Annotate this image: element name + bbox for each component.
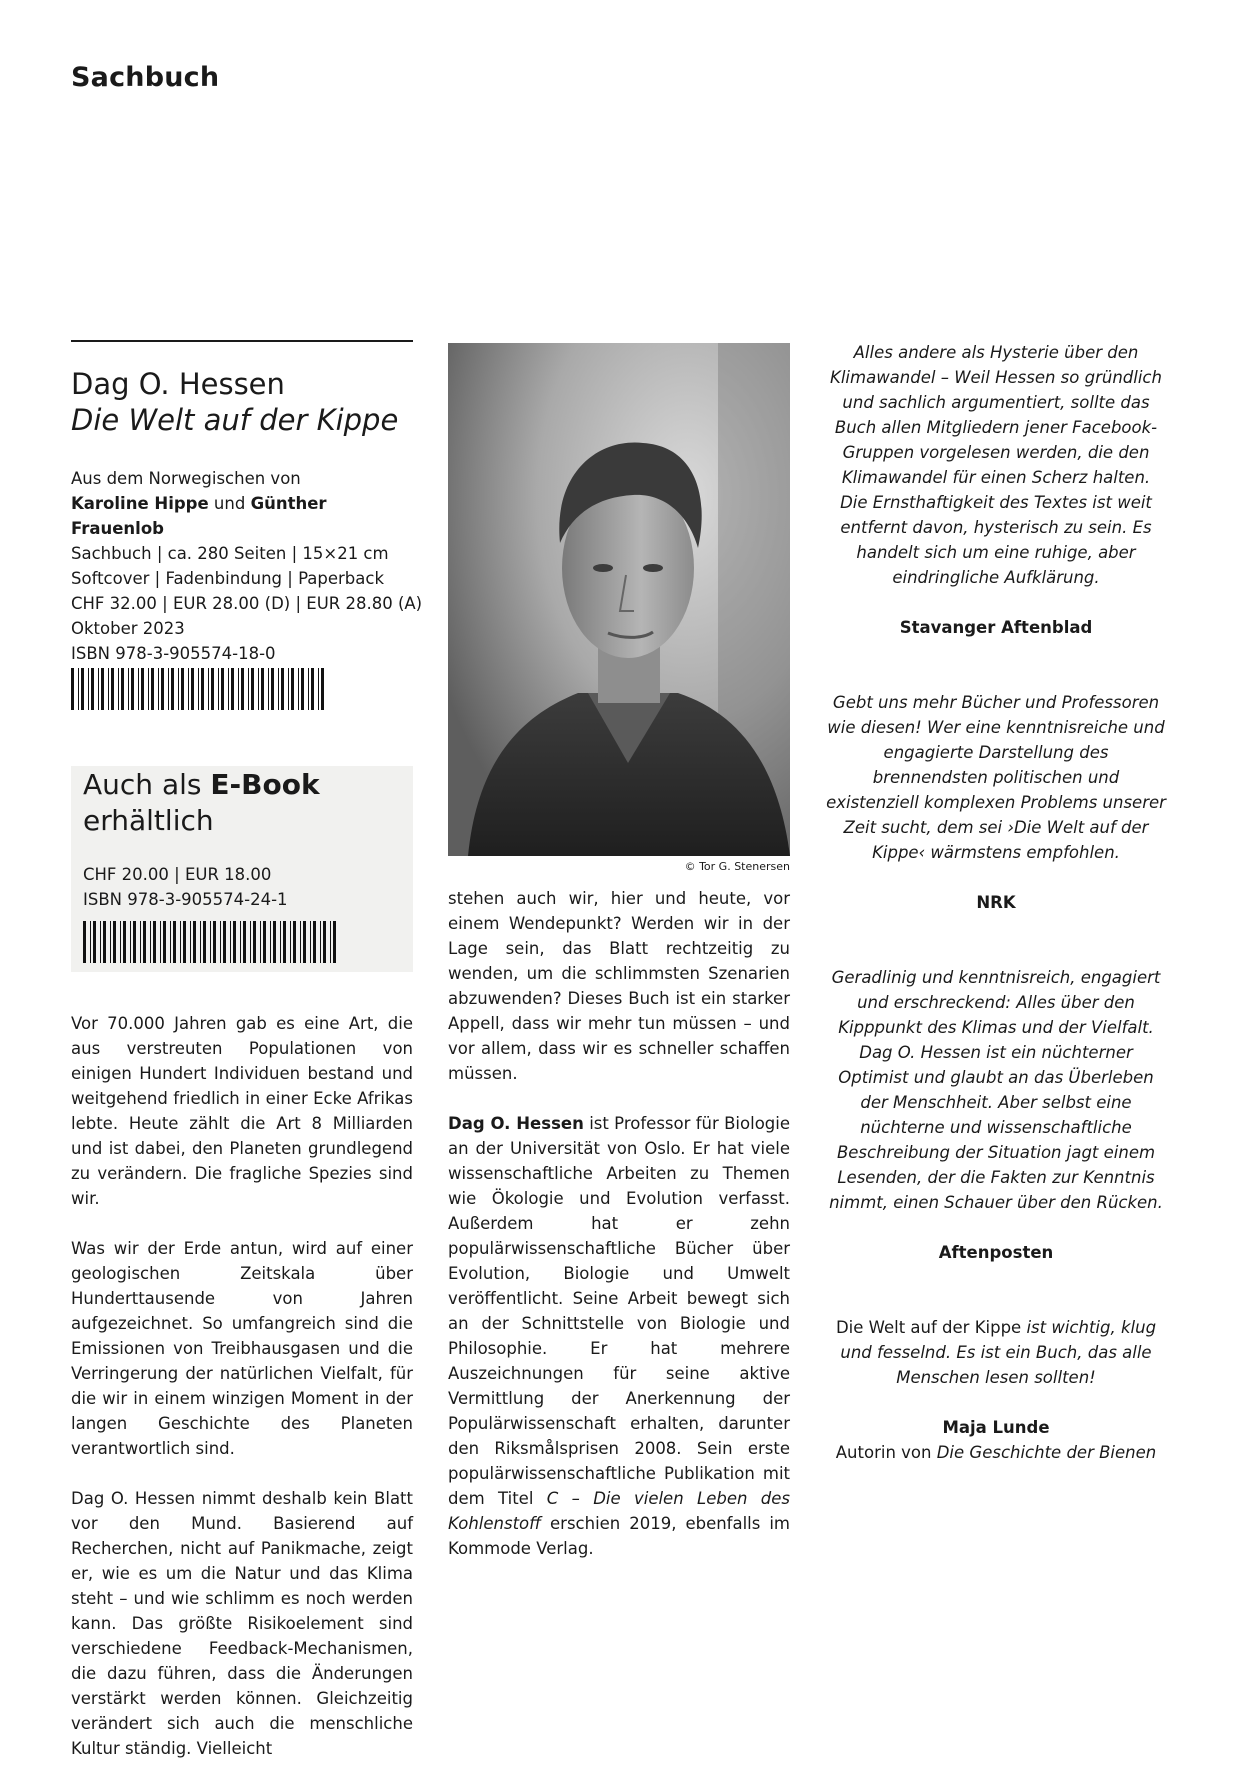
quote-text: Alles andere als Hysterie über den Klimawandel – Weil Hessen so gründlich und sachlich argumentiert, sollte das Buch allen Mitgliedern jener Facebook-Gruppen vorgelesen werden, die den Klimawandel für einen Scherz halten. Die Ernsthaftigkeit des Textes ist weit entfernt davon, hysterisch zu sein. Es handelt sich um eine ruhige, aber eindringliche Aufklärung. xyxy=(830,343,1162,587)
barcode-print xyxy=(71,668,328,710)
ebook-isbn: ISBN 978-3-905574-24-1 xyxy=(83,890,288,909)
meta-binding: Softcover | Fadenbindung | Paperback xyxy=(71,569,385,588)
press-quotes xyxy=(826,340,1166,1515)
meta-format: Sachbuch | ca. 280 Seiten | 15×21 cm xyxy=(71,544,389,563)
quote-text: ist wichtig, klug und fesselnd. Es ist ein Buch, das alle Menschen lesen sollten! xyxy=(840,1318,1157,1387)
description-paragraph-3-continued: stehen auch wir, hier und heute, vor einem Wendepunkt? Werden wir in der Lage sein, das Blatt rechtzeitig zu wenden, um die schlimmsten Szenarien abzuwenden? Dieses Buch ist ein starker Appell, dass wir mehr tun müssen – und vor allem, dass wir es schneller schaffen müssen. xyxy=(448,889,790,1083)
bio-book-title: C – Die vielen Leben des Kohlenstoff xyxy=(448,1489,790,1533)
bio-name: Dag O. Hessen xyxy=(448,1114,584,1133)
quote-source: Aftenposten xyxy=(938,1243,1054,1262)
bio-text-1: ist Professor für Biologie an der Universität von Oslo. Er hat viele wissenschaftliche Arbeiten zu Themen wie Ökologie und Evolution verfasst. Außerdem hat er zehn populärwissenschaftliche Bücher über Evolution, Biologie und Umwelt veröffentlicht. Seine Arbeit bewegt sich an der Schnittstelle von Biologie und Philosophie. Er hat mehrere Auszeichnungen für seine aktive Vermittlung der Anerkennung der Populärwissenschaft erhalten, darunter den Riksmålsprisen 2008. Sein erste populärwissenschaftliche Publikation mit dem Titel xyxy=(448,1114,790,1508)
description-paragraph-3: Dag O. Hessen nimmt deshalb kein Blatt vor den Mund. Basierend auf Recherchen, nicht auf Panikmache, zeigt er, wie es um die Natur und das Klima steht – und wie schlimm es noch werden kann. Das größte Risikoelement sind verschiedene Feedback-Mechanismen, die dazu führen, dass die Änderungen verstärkt werden können. Gleichzeitig verändert sich auch die menschliche Kultur ständig. Vielleicht xyxy=(71,1489,413,1758)
quote-text: Gebt uns mehr Bücher und Professoren wie diesen! Wer eine kenntnisreiche und engagierte Darstellung des brennendsten politischen und existenziell komplexen Problems unserer Zeit sucht, dem sei ›Die Welt auf der Kippe‹ wärmstens empfohlen. xyxy=(826,693,1166,862)
translator-1: Karoline Hippe xyxy=(71,494,209,513)
quote-block xyxy=(826,1315,1166,1465)
quote-block xyxy=(826,340,1166,640)
quote-block xyxy=(826,690,1166,915)
quote-source-book: Die Geschichte der Bienen xyxy=(936,1443,1157,1462)
description-column-1 xyxy=(71,1011,413,1786)
translator-credit xyxy=(71,466,421,541)
translation-prefix: Aus dem Norwegischen von xyxy=(71,469,301,488)
ebook-line1-bold: E-Book xyxy=(210,768,320,801)
quote-book-title: Die Welt auf der Kippe xyxy=(835,1318,1022,1337)
description-paragraph-1: Vor 70.000 Jahren gab es eine Art, die aus verstreuten Populationen von einigen Hundert Individuen bestand und weitgehend friedlich in einer Ecke Afrikas lebte. Heute zählt die Art 8 Milliarden und ist dabei, den Planeten grundlegend zu verändern. Die fragliche Spezies sind wir. xyxy=(71,1014,413,1208)
ebook-price: CHF 20.00 | EUR 18.00 xyxy=(83,865,272,884)
photo-credit: © Tor G. Stenersen xyxy=(684,860,790,873)
translator-2: Günther Frauenlob xyxy=(71,494,327,538)
meta-isbn: ISBN 978-3-905574-18-0 xyxy=(71,644,276,663)
book-title: Die Welt auf der Kippe xyxy=(71,403,399,437)
quote-source-prefix: Autorin von xyxy=(835,1443,932,1462)
translator-and: und xyxy=(213,494,246,513)
author-portrait-image xyxy=(448,343,790,856)
meta-price: CHF 32.00 | EUR 28.00 (D) | EUR 28.80 (A) xyxy=(71,594,423,613)
quote-source-detail xyxy=(826,1440,1166,1465)
quote-source: Stavanger Aftenblad xyxy=(899,618,1093,637)
quote-source: Maja Lunde xyxy=(942,1418,1050,1437)
section-label: Sachbuch xyxy=(71,62,220,93)
bio-text-2: erschien 2019, ebenfalls im Kommode Verlag. xyxy=(448,1514,790,1558)
author-bio xyxy=(448,1111,790,1561)
barcode-ebook xyxy=(83,921,340,963)
ebook-line2: erhältlich xyxy=(83,804,214,837)
author-photo xyxy=(448,343,790,856)
book-meta xyxy=(71,541,431,666)
ebook-meta xyxy=(83,862,288,912)
ebook-line1-prefix: Auch als xyxy=(83,768,202,801)
divider-rule xyxy=(71,340,413,342)
quote-source: NRK xyxy=(976,893,1016,912)
meta-date: Oktober 2023 xyxy=(71,619,185,638)
quote-block xyxy=(826,965,1166,1265)
description-column-2 xyxy=(448,886,790,1586)
ebook-heading xyxy=(83,767,320,839)
book-author: Dag O. Hessen xyxy=(71,367,285,401)
quote-text: Geradlinig und kenntnisreich, engagiert und erschreckend: Alles über den Kipppunkt des Klimas und der Vielfalt. Dag O. Hessen ist ein nüchterner Optimist und glaubt an das Überleben der Menschheit. Aber selbst eine nüchterne und wissenschaftliche Beschreibung der Situation jagt einem Lesenden, der die Fakten zur Kenntnis nimmt, einen Schauer über den Rücken. xyxy=(829,968,1163,1212)
description-paragraph-2: Was wir der Erde antun, wird auf einer geologischen Zeitskala über Hunderttausende von Jahren aufgezeichnet. So umfangreich sind die Emissionen von Treibhausgasen und die Verringerung der natürlichen Vielfalt, für die wir in einem winzigen Moment in der langen Geschichte des Planeten verantwortlich sind. xyxy=(71,1239,413,1458)
